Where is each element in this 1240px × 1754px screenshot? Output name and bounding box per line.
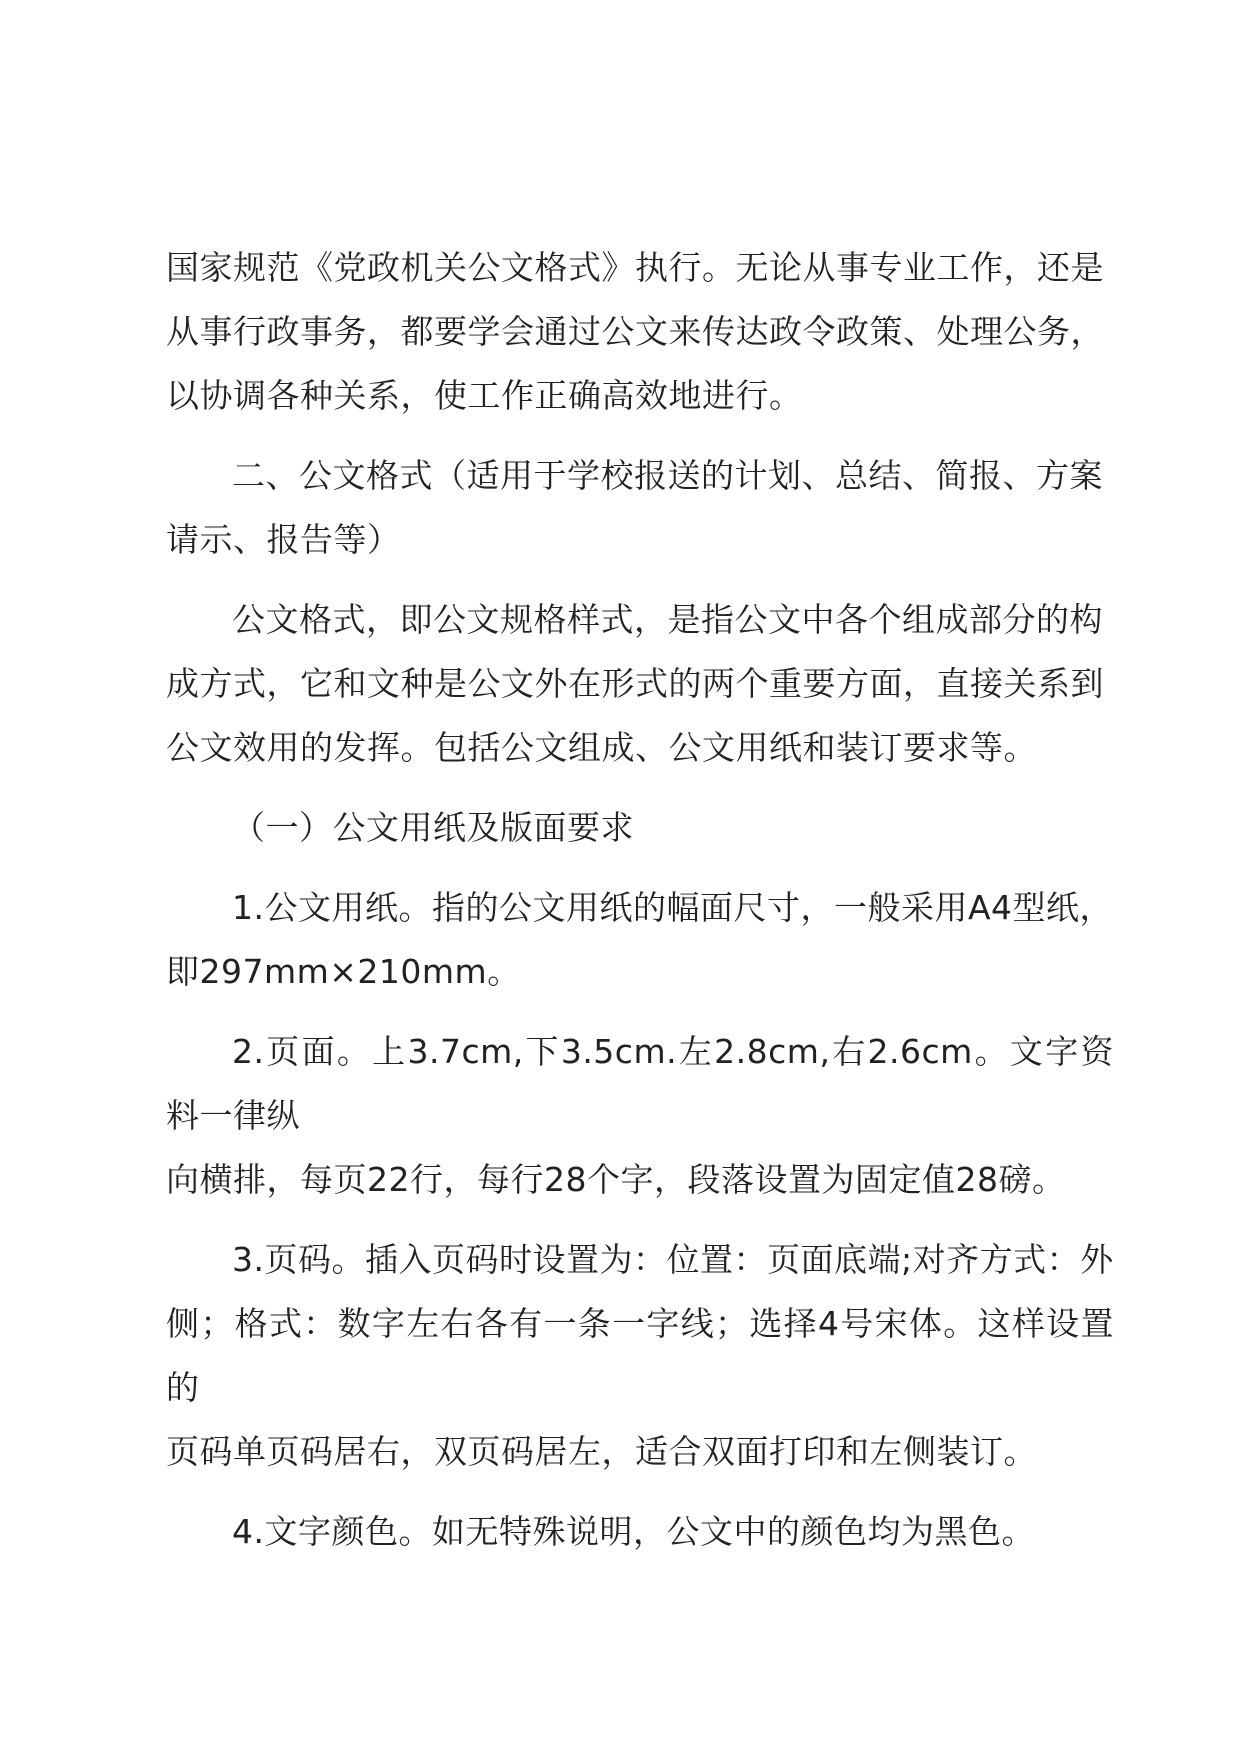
document-body bbox=[166, 236, 1114, 1564]
text-line: 国家规范《党政机关公文格式》执行。无论从事专业工作，还是 bbox=[166, 248, 1104, 287]
text-line: 请示、报告等） bbox=[166, 520, 401, 559]
text-line: 公文效用的发挥。包括公文组成、公文用纸和装订要求等。 bbox=[166, 728, 1037, 767]
text-line: 二、公文格式（适用于学校报送的计划、总结、简报、方案 bbox=[232, 456, 1103, 495]
section-heading-two bbox=[166, 444, 1114, 572]
paragraph-format-definition bbox=[166, 588, 1114, 780]
text-line: 从事行政事务，都要学会通过公文来传达政令政策、处理公务， bbox=[166, 312, 1104, 351]
text-line: 向横排，每页22行，每行28个字，段落设置为固定值28磅。 bbox=[166, 1160, 1066, 1199]
text-line: 1.公文用纸。指的公文用纸的幅面尺寸，一般采用A4型纸， bbox=[232, 888, 1114, 927]
paragraph-item-1-paper bbox=[166, 876, 1114, 1004]
text-line: 公文格式，即公文规格样式，是指公文中各个组成部分的构 bbox=[232, 600, 1103, 639]
text-line: 即297mm×210mm。 bbox=[166, 952, 521, 991]
paragraph-item-3-page-number bbox=[166, 1228, 1114, 1484]
text-line: 3.页码。插入页码时设置为：位置：页面底端;对齐方式：外 bbox=[232, 1240, 1114, 1279]
text-line: 2.页面。上3.7cm,下3.5cm.左2.8cm,右2.6cm。文字资料一律纵 bbox=[166, 1032, 1114, 1135]
text-line: 4.文字颜色。如无特殊说明，公文中的颜色均为黑色。 bbox=[232, 1512, 1035, 1551]
paragraph-item-4-text-color bbox=[166, 1500, 1114, 1564]
subsection-heading-one bbox=[166, 796, 1114, 860]
text-line: 以协调各种关系，使工作正确高效地进行。 bbox=[166, 376, 803, 415]
paragraph-item-2-page bbox=[166, 1020, 1114, 1212]
text-line: 成方式，它和文种是公文外在形式的两个重要方面，直接关系到 bbox=[166, 664, 1104, 703]
text-line: 侧；格式：数字左右各有一条一字线；选择4号宋体。这样设置的 bbox=[166, 1304, 1114, 1407]
text-line: 页码单页码居右，双页码居左，适合双面打印和左侧装订。 bbox=[166, 1432, 1037, 1471]
text-line: （一）公文用纸及版面要求 bbox=[232, 808, 634, 847]
paragraph-intro-continuation bbox=[166, 236, 1114, 428]
